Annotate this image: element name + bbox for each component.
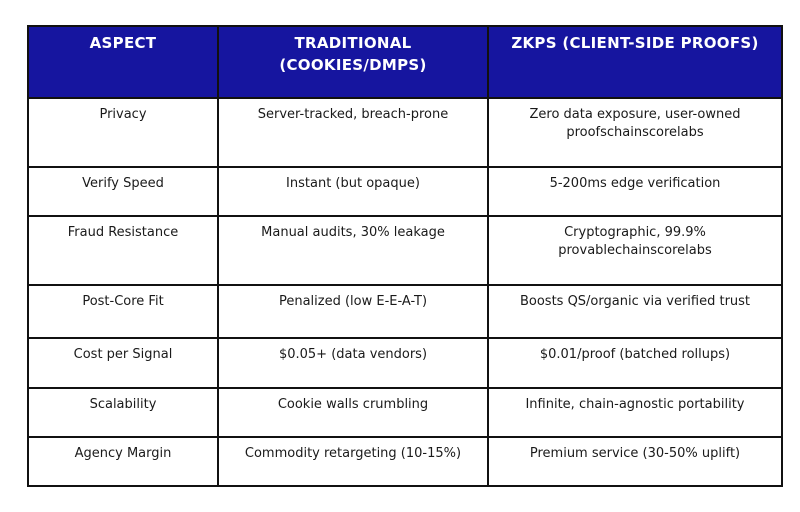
cell-traditional: Cookie walls crumbling [218, 388, 488, 437]
header-zkps: ZKPS (CLIENT-SIDE PROOFS) [488, 26, 782, 98]
table-row [28, 338, 782, 388]
cell-aspect: Cost per Signal [28, 338, 218, 388]
cell-traditional: Instant (but opaque) [218, 167, 488, 216]
cell-zkps: Boosts QS/organic via verified trust [488, 285, 782, 338]
cell-traditional: Server-tracked, breach-prone [218, 98, 488, 167]
cell-traditional: Penalized (low E-E-A-T) [218, 285, 488, 338]
cell-zkps: 5-200ms edge verification [488, 167, 782, 216]
table-row [28, 98, 782, 167]
cell-zkps: Infinite, chain-agnostic portability [488, 388, 782, 437]
table-row [28, 285, 782, 338]
cell-traditional: $0.05+ (data vendors) [218, 338, 488, 388]
header-aspect: ASPECT [28, 26, 218, 98]
cell-traditional: Commodity retargeting (10-15%) [218, 437, 488, 486]
cell-aspect: Scalability [28, 388, 218, 437]
cell-aspect: Post-Core Fit [28, 285, 218, 338]
cell-zkps: Cryptographic, 99.9% provablechainscorelabs [488, 216, 782, 285]
cell-traditional: Manual audits, 30% leakage [218, 216, 488, 285]
cell-aspect: Privacy [28, 98, 218, 167]
cell-aspect: Verify Speed [28, 167, 218, 216]
header-traditional: TRADITIONAL (COOKIES/DMPS) [218, 26, 488, 98]
cell-aspect: Agency Margin [28, 437, 218, 486]
cell-zkps: Premium service (30-50% uplift) [488, 437, 782, 486]
cell-zkps: Zero data exposure, user-owned proofschainscorelabs [488, 98, 782, 167]
table-header-row [28, 26, 782, 98]
table-row [28, 216, 782, 285]
table-row [28, 167, 782, 216]
cell-zkps: $0.01/proof (batched rollups) [488, 338, 782, 388]
table-row [28, 437, 782, 486]
comparison-table [27, 25, 783, 487]
cell-aspect: Fraud Resistance [28, 216, 218, 285]
table-row [28, 388, 782, 437]
